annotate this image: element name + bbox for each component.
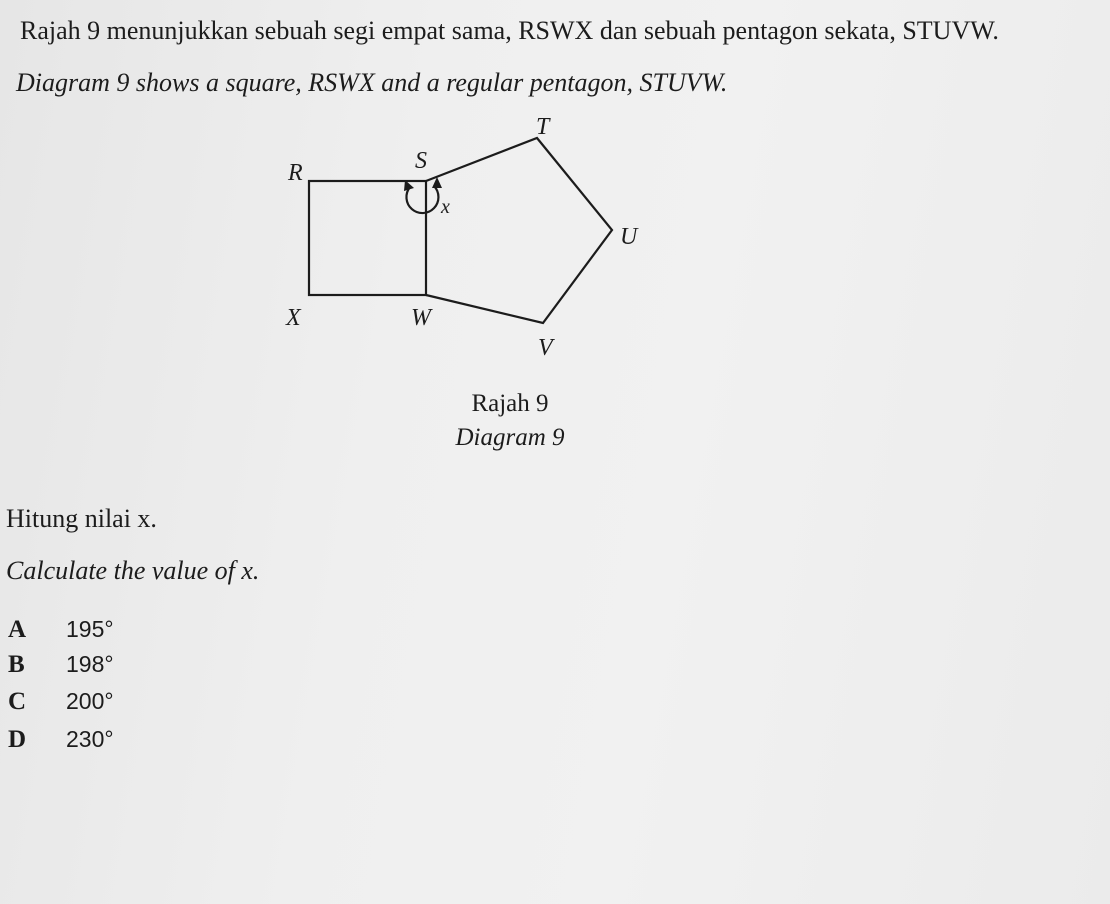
vertex-label-x: X: [286, 305, 301, 331]
angle-arc: [406, 186, 438, 213]
question-prompt-malay: Hitung nilai x.: [6, 504, 157, 533]
vertex-label-w: W: [411, 305, 431, 331]
option-letter: B: [8, 651, 25, 678]
question-intro-english: Diagram 9 shows a square, RSWX and a regular pentagon, STUVW.: [16, 68, 728, 97]
option-value: 195°: [66, 616, 114, 642]
square-rswx: [309, 181, 426, 295]
vertex-label-u: U: [620, 224, 638, 250]
option-a[interactable]: [8, 616, 114, 644]
diagram-caption-malay: Rajah 9: [471, 390, 549, 417]
option-c[interactable]: [8, 688, 114, 716]
pentagon-stuvw: [426, 138, 612, 323]
option-letter: C: [8, 688, 27, 715]
option-value: 200°: [66, 688, 114, 714]
diagram-caption-english: Diagram 9: [455, 424, 565, 451]
option-letter: D: [8, 726, 27, 753]
question-prompt-english: Calculate the value of x.: [6, 556, 260, 585]
question-intro-malay: Rajah 9 menunjukkan sebuah segi empat sama, RSWX dan sebuah pentagon sekata, STUVW.: [20, 16, 999, 45]
option-value: 198°: [66, 651, 114, 677]
vertex-label-v: V: [538, 335, 553, 361]
option-letter: A: [8, 616, 27, 643]
vertex-label-t: T: [536, 114, 550, 140]
option-value: 230°: [66, 726, 114, 752]
vertex-label-s: S: [415, 148, 427, 174]
angle-label-x: x: [441, 196, 450, 218]
option-b[interactable]: [8, 651, 114, 679]
option-d[interactable]: [8, 726, 114, 754]
vertex-label-r: R: [288, 160, 303, 186]
